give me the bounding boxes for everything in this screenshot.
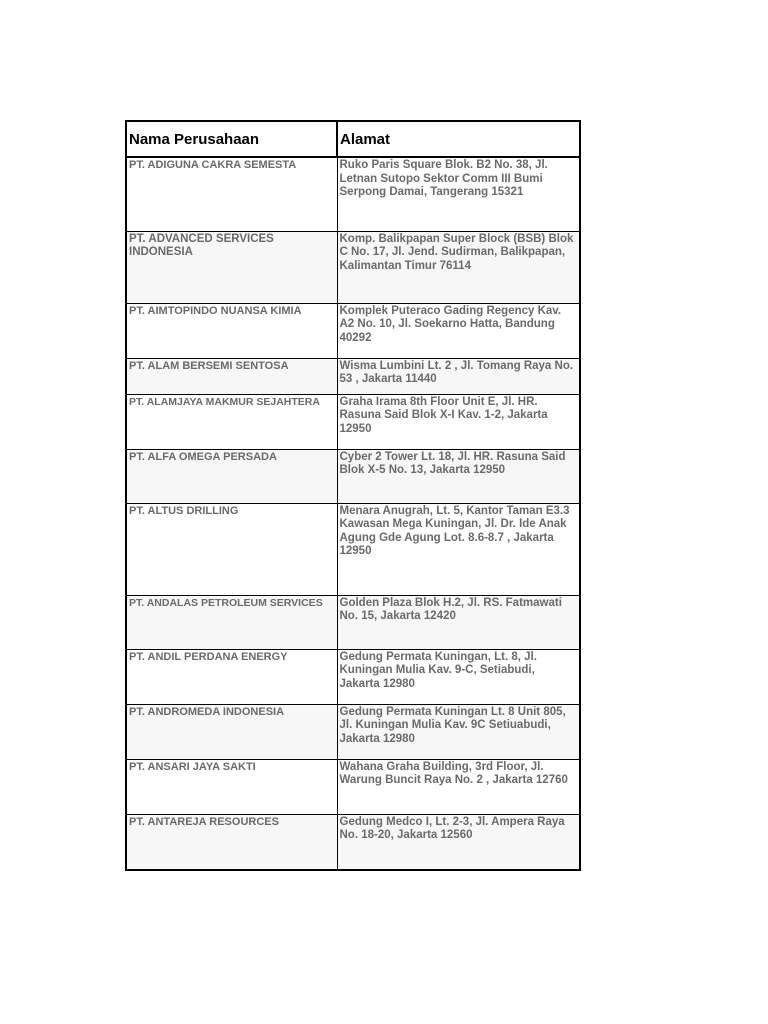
table-row: [126, 358, 580, 394]
company-table: [125, 120, 581, 871]
table-row: [126, 814, 580, 870]
company-address-cell: Golden Plaza Blok H.2, Jl. RS. Fatmawati No. 15, Jakarta 12420: [337, 595, 580, 649]
company-name-cell: PT. ADVANCED SERVICES INDONESIA: [126, 231, 337, 303]
company-name-cell: PT. ADIGUNA CAKRA SEMESTA: [126, 157, 337, 231]
company-address-cell: Wisma Lumbini Lt. 2 , Jl. Tomang Raya No. 53 , Jakarta 11440: [337, 358, 580, 394]
header-company-name: Nama Perusahaan: [126, 121, 337, 157]
company-name-cell: PT. ANTAREJA RESOURCES: [126, 814, 337, 870]
table-row: [126, 394, 580, 449]
table-row: [126, 704, 580, 759]
table-row: [126, 759, 580, 814]
company-address-cell: Cyber 2 Tower Lt. 18, Jl. HR. Rasuna Said Blok X-5 No. 13, Jakarta 12950: [337, 449, 580, 503]
company-address-cell: Gedung Medco I, Lt. 2-3, Jl. Ampera Raya No. 18-20, Jakarta 12560: [337, 814, 580, 870]
table-row: [126, 595, 580, 649]
company-name-cell: PT. ANDIL PERDANA ENERGY: [126, 649, 337, 704]
company-name-cell: PT. ALAM BERSEMI SENTOSA: [126, 358, 337, 394]
company-name-cell: PT. ANSARI JAYA SAKTI: [126, 759, 337, 814]
company-name-cell: PT. AIMTOPINDO NUANSA KIMIA: [126, 303, 337, 358]
company-name-cell: PT. ALFA OMEGA PERSADA: [126, 449, 337, 503]
table-row: [126, 649, 580, 704]
table-row: [126, 303, 580, 358]
table-row: [126, 503, 580, 595]
company-address-cell: Komp. Balikpapan Super Block (BSB) Blok C No. 17, Jl. Jend. Sudirman, Balikpapan, Kalimantan Timur 76114: [337, 231, 580, 303]
company-address-cell: Ruko Paris Square Blok. B2 No. 38, Jl. Letnan Sutopo Sektor Comm III Bumi Serpong Damai, Tangerang 15321: [337, 157, 580, 231]
table-row: [126, 449, 580, 503]
company-address-cell: Gedung Permata Kuningan Lt. 8 Unit 805, Jl. Kuningan Mulia Kav. 9C Setiuabudi, Jakarta 12980: [337, 704, 580, 759]
company-address-cell: Wahana Graha Building, 3rd Floor, Jl. Warung Buncit Raya No. 2 , Jakarta 12760: [337, 759, 580, 814]
table-row: [126, 231, 580, 303]
company-address-cell: Komplek Puteraco Gading Regency Kav. A2 No. 10, Jl. Soekarno Hatta, Bandung 40292: [337, 303, 580, 358]
company-name-cell: PT. ALAMJAYA MAKMUR SEJAHTERA: [126, 394, 337, 449]
company-name-cell: PT. ANDALAS PETROLEUM SERVICES: [126, 595, 337, 649]
company-name-cell: PT. ANDROMEDA INDONESIA: [126, 704, 337, 759]
company-address-cell: Menara Anugrah, Lt. 5, Kantor Taman E3.3 Kawasan Mega Kuningan, Jl. Dr. Ide Anak Agung Gde Agung Lot. 8.6-8.7 , Jakarta 12950: [337, 503, 580, 595]
table-row: [126, 157, 580, 231]
company-address-cell: Gedung Permata Kuningan, Lt. 8, Jl. Kuningan Mulia Kav. 9-C, Setiabudi, Jakarta 12980: [337, 649, 580, 704]
header-address: Alamat: [337, 121, 580, 157]
company-name-cell: PT. ALTUS DRILLING: [126, 503, 337, 595]
table-header-row: [126, 121, 580, 157]
company-address-cell: Graha Irama 8th Floor Unit E, Jl. HR. Rasuna Said Blok X-I Kav. 1-2, Jakarta 12950: [337, 394, 580, 449]
